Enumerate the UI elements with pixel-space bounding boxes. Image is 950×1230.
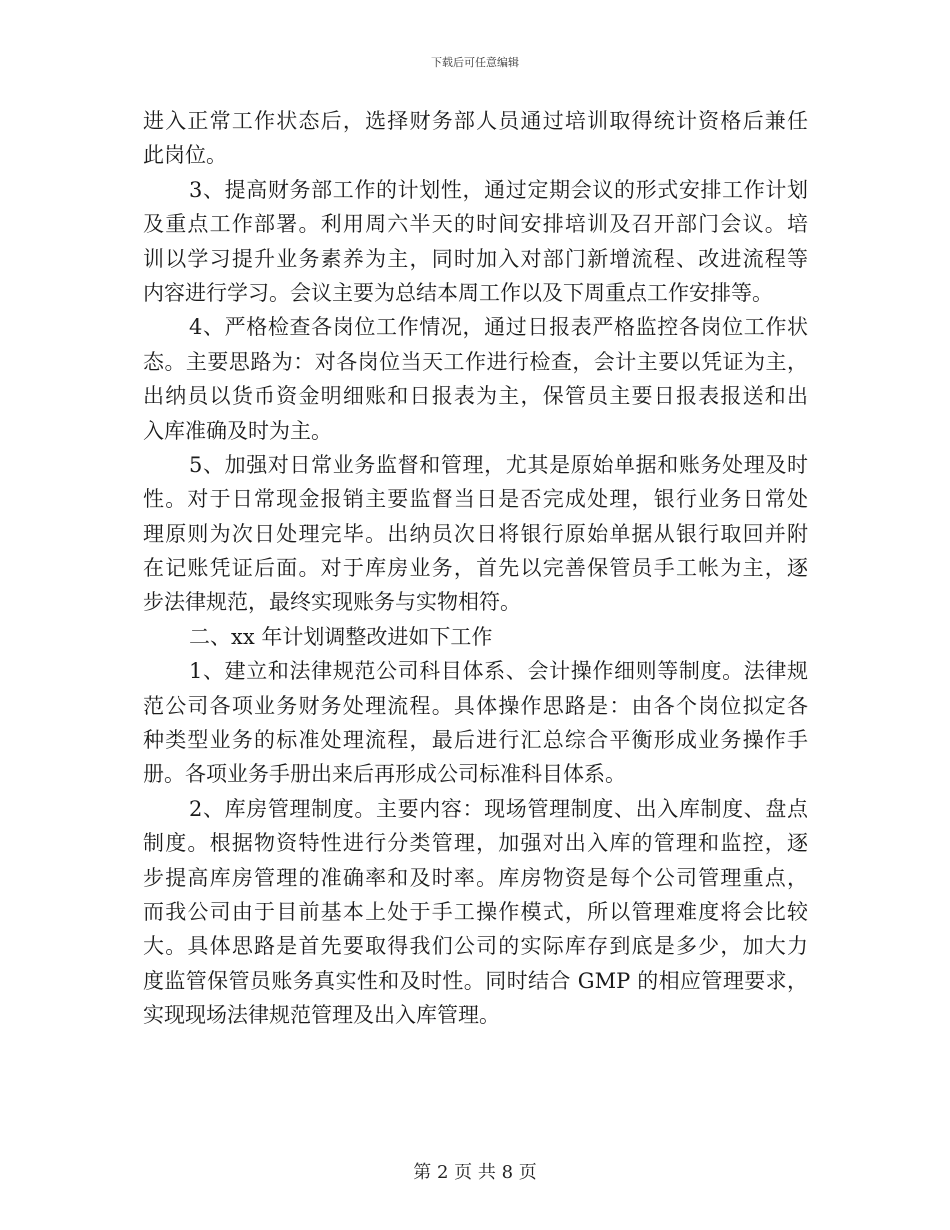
text-line: 此岗位。 xyxy=(143,143,227,168)
text-line: 2、库房管理制度。主要内容：现场管理制度、出入库制度、盘点 xyxy=(189,796,808,821)
page-header: 下载后可任意编辑 xyxy=(431,56,519,69)
document-body xyxy=(143,104,808,1033)
text-line: 册。各项业务手册出来后再形成公司标准科目体系。 xyxy=(143,762,626,787)
text-line: 步提高库房管理的准确率和及时率。库房物资是每个公司管理重点， xyxy=(143,865,808,890)
text-line: 训以学习提升业务素养为主，同时加入对部门新增流程、改进流程等 xyxy=(143,246,808,271)
text-line: 入库准确及时为主。 xyxy=(143,418,332,443)
text-line: 度监管保管员账务真实性和及时性。同时结合 GMP 的相应管理要求， xyxy=(143,968,808,993)
text-line: 二、xx 年计划调整改进如下工作 xyxy=(189,624,493,649)
text-line: 范公司各项业务财务处理流程。具体操作思路是：由各个岗位拟定各 xyxy=(143,693,808,718)
text-line: 进入正常工作状态后，选择财务部人员通过培训取得统计资格后兼任 xyxy=(143,109,808,133)
text-line: 种类型业务的标准处理流程，最后进行汇总综合平衡形成业务操作手 xyxy=(143,728,808,753)
text-line: 理原则为次日处理完毕。出纳员次日将银行原始单据从银行取回并附 xyxy=(143,521,808,546)
text-line: 在记账凭证后面。对于库房业务，首先以完善保管员手工帐为主，逐 xyxy=(143,556,808,581)
text-line: 1、建立和法律规范公司科目体系、会计操作细则等制度。法律规 xyxy=(189,659,808,684)
text-line: 4、严格检查各岗位工作情况，通过日报表严格监控各岗位工作状 xyxy=(189,315,808,340)
text-line: 大。具体思路是首先要取得我们公司的实际库存到底是多少，加大力 xyxy=(143,934,808,959)
text-line: 实现现场法律规范管理及出入库管理。 xyxy=(143,1003,500,1028)
text-line: 及重点工作部署。利用周六半天的时间安排培训及召开部门会议。培 xyxy=(143,212,808,237)
text-line: 5、加强对日常业务监督和管理，尤其是原始单据和账务处理及时 xyxy=(189,452,808,477)
text-line: 制度。根据物资特性进行分类管理，加强对出入库的管理和监控，逐 xyxy=(143,831,808,856)
text-line: 出纳员以货币资金明细账和日报表为主，保管员主要日报表报送和出 xyxy=(143,384,808,409)
text-line: 内容进行学习。会议主要为总结本周工作以及下周重点工作安排等。 xyxy=(143,280,773,305)
page-footer: 第 2 页 共 8 页 xyxy=(413,1162,537,1183)
text-line: 步法律规范，最终实现账务与实物相符。 xyxy=(143,590,521,615)
text-line: 态。主要思路为：对各岗位当天工作进行检查，会计主要以凭证为主， xyxy=(143,349,808,374)
text-line: 而我公司由于目前基本上处于手工操作模式，所以管理难度将会比较 xyxy=(143,899,808,924)
text-line: 性。对于日常现金报销主要监督当日是否完成处理，银行业务日常处 xyxy=(143,487,808,512)
text-line: 3、提高财务部工作的计划性，通过定期会议的形式安排工作计划 xyxy=(189,177,808,202)
